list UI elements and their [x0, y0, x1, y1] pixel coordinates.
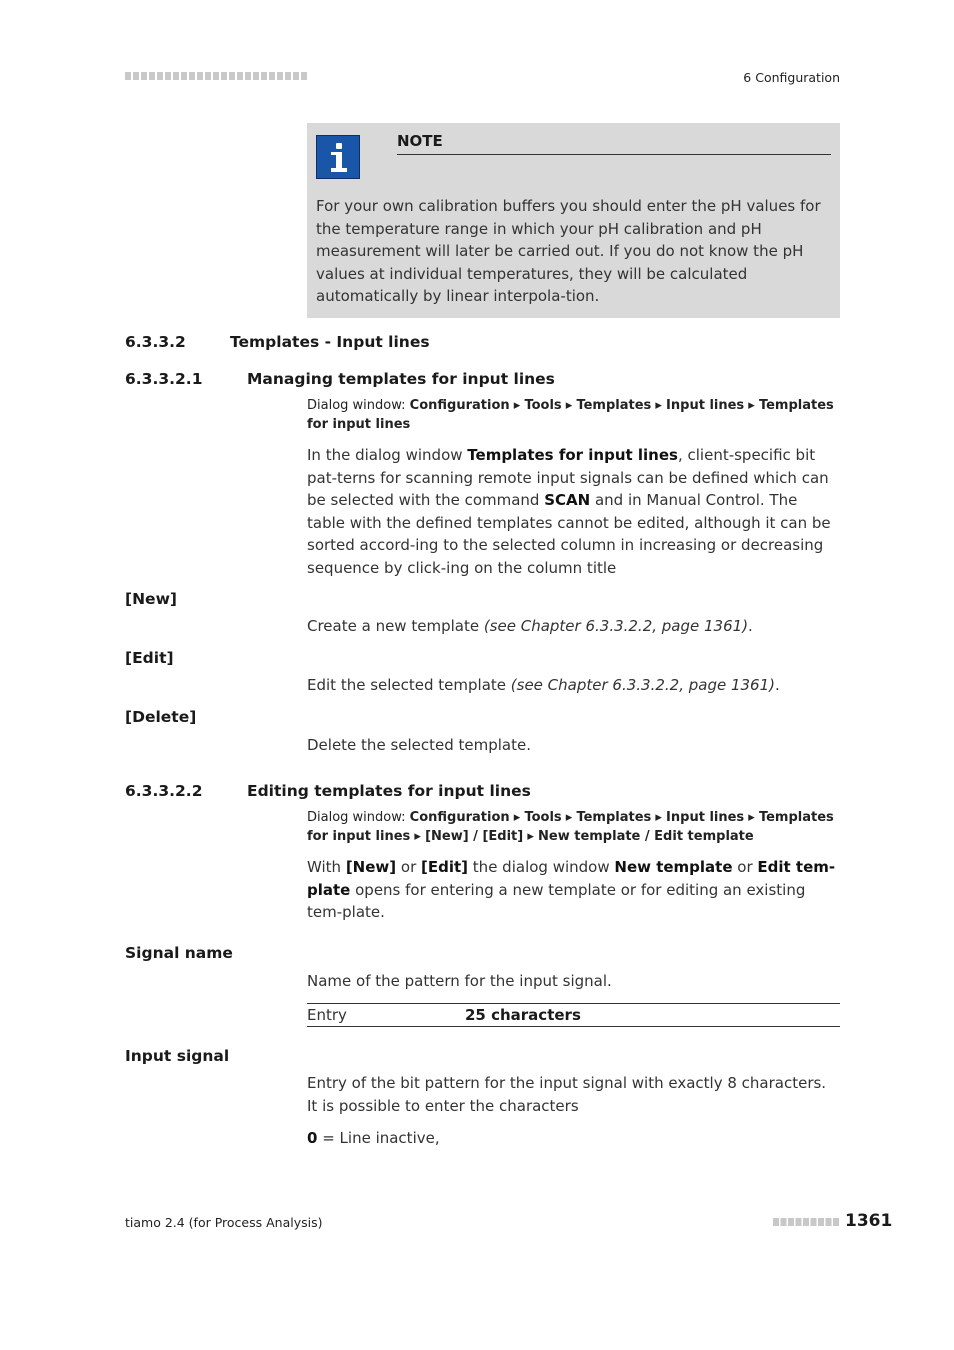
footer-decoration [773, 1218, 839, 1226]
chapter-header: 6 Configuration [743, 70, 840, 85]
subsection-number: 6.3.3.2.2 [125, 782, 203, 800]
footer-product: tiamo 2.4 (for Process Analysis) [125, 1215, 323, 1230]
page-number: 1361 [845, 1211, 893, 1231]
section-number: 6.3.3.2 [125, 333, 186, 351]
info-icon [316, 135, 360, 179]
subsection-number: 6.3.3.2.1 [125, 370, 203, 388]
value-line-inactive: 0 = Line inactive, [307, 1129, 440, 1147]
dialog-path: Dialog window: Configuration ▸ Tools ▸ Templates ▸ Input lines ▸ Templates for input lines [307, 398, 834, 432]
note-title: NOTE [397, 132, 831, 155]
desc-edit: Edit the selected template (see Chapter 6.3.3.2.2, page 1361). [307, 676, 780, 694]
desc-input-signal: Entry of the bit pattern for the input signal with exactly 8 characters. It is possible to enter the characters [307, 1074, 827, 1115]
entry-table [307, 1003, 840, 1027]
header-decoration [125, 72, 307, 80]
note-box [307, 123, 840, 318]
desc-signal-name: Name of the pattern for the input signal. [307, 972, 612, 990]
entry-label: Entry [307, 1006, 347, 1024]
description-paragraph: With [New] or [Edit] the dialog window New template or Edit tem-plate opens for entering a new template or for editing an existing tem-plate. [307, 858, 836, 921]
term-edit: [Edit] [125, 649, 174, 667]
term-new: [New] [125, 590, 177, 608]
subsection-title: Managing templates for input lines [247, 370, 555, 388]
term-signal-name: Signal name [125, 944, 233, 962]
desc-new: Create a new template (see Chapter 6.3.3.2.2, page 1361). [307, 617, 753, 635]
entry-value: 25 characters [465, 1006, 581, 1024]
term-input-signal: Input signal [125, 1047, 230, 1065]
description-paragraph: In the dialog window Templates for input lines, client-specific bit pat-terns for scanning remote input signals can be defined which can be selected with the command SCAN and in Manual Control. The table with the defined templates cannot be edited, although it can be sorted accord-ing to the selected column in increasing or decreasing sequence by click-ing on the column title [307, 446, 831, 577]
desc-delete: Delete the selected template. [307, 736, 532, 754]
section-title: Templates - Input lines [230, 333, 430, 351]
note-text: For your own calibration buffers you should enter the pH values for the temperature range in which your pH calibration and pH measurement will later be carried out. If you do not know the pH values at individual temperatures, they will be calculated automatically by linear interpola-tion. [316, 197, 821, 305]
dialog-path: Dialog window: Configuration ▸ Tools ▸ Templates ▸ Input lines ▸ Templates for input lines ▸ [New] / [Edit] ▸ New template / Edit template [307, 810, 834, 844]
subsection-title: Editing templates for input lines [247, 782, 531, 800]
term-delete: [Delete] [125, 708, 197, 726]
